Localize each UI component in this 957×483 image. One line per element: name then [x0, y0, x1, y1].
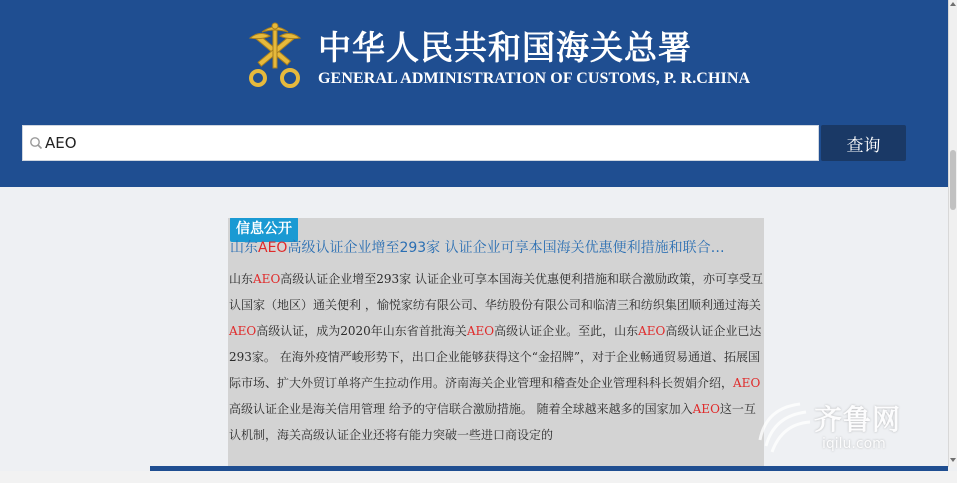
watermark-text-en: iqilu.com [822, 436, 886, 452]
snippet-highlight: AEO [229, 324, 257, 338]
snippet-text: 这一互认机制，海关高级认证企业还将有能力突破一些进口商设定的 [229, 402, 756, 442]
snippet-text: 高级认证，成为2020年山东省首批海关 [256, 324, 467, 338]
watermark-text-cn: 齐鲁网 [814, 403, 902, 436]
snippet-text: 高级认证企业是海关信用管理 给予的守信联合激励措施。 随着全球越来越多的国家加入 [229, 402, 693, 416]
title-part: 高级认证企业增至293家 认证企业可享本国海关优惠便利措施和联合… [287, 240, 725, 256]
snippet-highlight: AEO [466, 324, 495, 338]
search-button[interactable]: 查询 [821, 125, 906, 161]
search-input[interactable] [45, 126, 805, 160]
search-box[interactable] [22, 125, 819, 161]
iqilu-watermark [752, 396, 932, 458]
customs-emblem-icon [240, 20, 310, 92]
scroll-down-icon[interactable] [950, 458, 956, 462]
site-title-en: GENERAL ADMINISTRATION OF CUSTOMS, P. R.CHINA [318, 70, 751, 87]
snippet-highlight: AEO [733, 376, 761, 390]
horizontal-scrollbar[interactable] [0, 471, 957, 483]
scroll-thumb[interactable] [950, 150, 956, 210]
title-part: 山东 [230, 240, 258, 256]
result-snippet [229, 266, 764, 448]
snippet-highlight: AEO [638, 324, 666, 338]
category-badge: 信息公开 [230, 218, 298, 242]
site-header [0, 0, 948, 187]
vertical-scrollbar[interactable] [948, 0, 957, 467]
result-title-link[interactable] [230, 239, 760, 257]
snippet-text: 高级认证企业。至此，山东 [494, 324, 639, 338]
title-highlight: AEO [258, 240, 288, 256]
snippet-text: 高级认证企业增至293家 认证企业可享本国海关优惠便利措施和联合激励政策，亦可享受互认国家（地区）通关便利 ，愉悦家纺有限公司、华纺股份有限公司和临清三和纺织集团顺利通过海关 [229, 272, 764, 312]
snippet-text: 山东 [229, 272, 254, 286]
customs-logo[interactable] [240, 20, 751, 92]
snippet-highlight: AEO [692, 402, 720, 416]
search-icon [29, 136, 43, 150]
scroll-up-icon[interactable] [950, 2, 956, 6]
site-title-cn: 中华人民共和国海关总署 [318, 28, 692, 67]
search-result-card [228, 218, 764, 469]
snippet-text: 高级认证企业已达293家。 在海外疫情严峻形势下，出口企业能够获得这个“金招牌”，对于企业畅通贸易通道、拓展国际市场、扩大外贸订单将产生拉动作用。济南海关企业管理和稽查处企业管理科科长贺娟介绍， [229, 324, 762, 390]
iqilu-logo-icon [752, 396, 814, 456]
snippet-highlight: AEO [253, 272, 281, 286]
